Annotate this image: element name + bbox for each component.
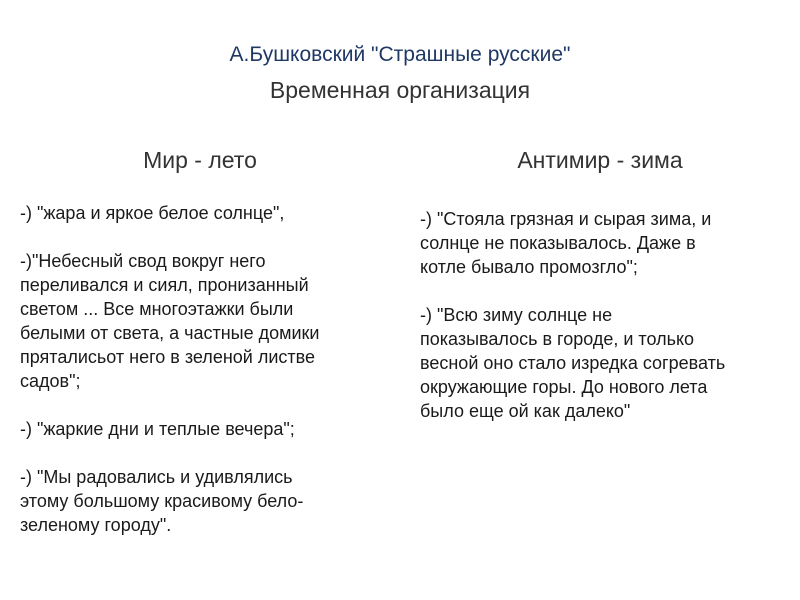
right-column [420,207,790,447]
left-paragraph-2: -)"Небесный свод вокруг него переливался и сиял, пронизанный светом ... Все многоэтажки были белыми от света, а частные домики пряталисьот него в зеленой листве садов"; [20,251,320,391]
slide-title: Временная организация [269,77,531,103]
right-paragraph-2: -) "Всю зиму солнце не показывалось в городе, и только весной оно стало изредка согревать окружающие горы. До нового лета было еще ой как далеко" [420,305,726,421]
left-column [20,201,390,561]
right-paragraph-1: -) "Стояла грязная и сырая зима, и солнце не показывалось. Даже в котле бывало промозгло"; [420,209,712,277]
left-paragraph-1: -) "жара и яркое белое солнце", [20,203,285,223]
left-column-heading: Мир - лето [143,147,257,173]
left-paragraph-4: -) "Мы радовались и удивлялись этому большому красивому бело- зеленому городу". [20,467,304,535]
slide-subtitle: А.Бушковский "Страшные русские" [229,43,571,66]
left-paragraph-3: -) "жаркие дни и теплые вечера"; [20,419,295,439]
right-column-heading: Антимир - зима [517,147,683,173]
